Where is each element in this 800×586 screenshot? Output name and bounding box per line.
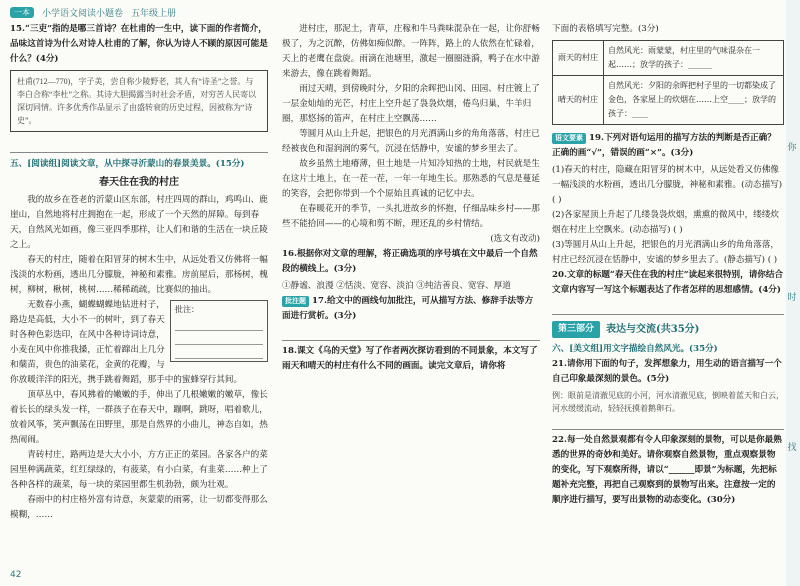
question-17 (282, 294, 540, 324)
table-row (553, 76, 784, 125)
essay-paragraph: 进村庄，那泥土，青草，庄稼和牛马粪味混杂在一起，让你舒畅极了，为之沉醉，仿佛如痴似醉。一阵阵，路上的人依然在忙碌着，天上的老鹰在盘旋。雨滴在池塘里，激起一圈圈涟漪，鸭子在水中游来游去，像在跳着舞蹈。 (282, 24, 540, 79)
source-note: (选文有改动) (490, 234, 540, 244)
series-title: 小学语文阅读小题卷 (42, 9, 124, 19)
essay-paragraph: 故乡虽然土地瘠薄，但土地是一片知冷知热的土地，村民就是生在这片土地上，在一茬一茬，一年一年地生长。那熟悉的气息是蔓延的笑容，会把你带到一个个原始且真诚的记忆中去。 (282, 159, 540, 199)
side-char: 找 (787, 443, 797, 453)
grade-label: 五年级上册 (131, 9, 177, 19)
author-bio-box (10, 70, 268, 132)
answer-line[interactable] (552, 300, 784, 315)
essay-paragraph: 雨过天晴，到傍晚时分，夕阳的余晖把山冈、田园、村庄镀上了一层金灿灿的光芒，村庄上空升起了袅袅炊烟，倦鸟归巢，牛羊归圈，那悠扬的笛声，在村庄上空飘荡…… (282, 84, 540, 124)
annotation-line[interactable] (175, 331, 263, 345)
question-19-item: (1)春天的村庄，隐藏在阳冒芽的树木中，从远处看又仿佛像一幅浅淡的水粉画，透出几分朦胧，神秘和素雅。(动态描写) ( ) (552, 165, 783, 205)
author-bio: 杜甫(712—770)，字子美，尝自称少陵野老，其人有“诗圣”之誉。与李白合称“李杜”之称。其诗大胆揭露当时社会矛盾，对穷苦人民寄以深切同情。许多优秀作品显示了由盛转衰的历史过程，因被称为“诗史”。 (17, 77, 257, 125)
table-row (553, 41, 784, 76)
brand-logo: 一本 (10, 7, 34, 18)
question-21: 21.请你用下面的句子，发挥想象力，用生动的语言描写一个自己印象最深刻的景色。(5分) (552, 359, 782, 384)
essay-paragraph-underlined: 无数春小燕，蝴蝶蝴蝶地钻进村子，路边是高低，大小不一的树叶，到了春天时各种色彩迭印，在风中各种诗词诗意，小麦在风中你推我搡，正忙着蹿出上几分和蘖苗，贵色的油菜花，金黄的花瓣，与你放暖洋洋的阳光，携手跳着舞蹈，那手中的蜜蜂穿行其间。 (10, 300, 243, 385)
column-right (552, 22, 784, 510)
answer-line[interactable] (552, 415, 784, 430)
page-number: 42 (10, 570, 22, 580)
essay-paragraph: 春天的村庄，随着在阳冒芽的树木生中，从远处看又仿佛将一幅浅淡的水粉画，透出几分朦胧，神秘和素雅。房前屋后，那杨树，槐树，柳树，楸树，桃树……稀稀疏疏，比赛似的抽出。 (10, 255, 268, 295)
essay-paragraph: 春雨中的村庄格外富有诗意，灰蒙蒙的雨雾，让一切都变得那么模糊，…… (10, 495, 268, 520)
annotation-label: 批注： (175, 305, 199, 314)
annotation-line[interactable] (175, 345, 263, 359)
question-20: 20.文章的标题“春天住在我的村庄”读起来很特别，请你结合文章内容写一写这个标题表达了作者怎样的思想感情。(4分) (552, 270, 784, 295)
question-19-item: (3)等圆月从山上升起，把银色的月光洒满山乡的角角落落，村庄已经沉浸在恬静中，安谧的梦乡里去了。(静态描写) ( ) (552, 240, 780, 265)
page-header (10, 6, 176, 19)
column-left (10, 22, 268, 523)
side-char: 你 (787, 143, 797, 153)
essay-paragraph: 青砖村庄，路两边是大大小小，方方正正的菜园。各家各户的菜园里种满蔬菜，红红绿绿的，有菠菜，有小白菜，有韭菜……种上了各种各样的蔬菜，每一块的菜园里都生机勃勃，颇为壮观。 (10, 450, 268, 490)
annotation-line[interactable] (175, 317, 263, 331)
question-19-text: 19.下列对语句运用的描写方法的判断是否正确？正确的画“√”，错误的画“×”。(3分) (552, 133, 776, 158)
question-19-item: (2)各家屋顶上升起了几缕袅袅炊烟，熏熏的微风中，缕缕炊烟在村庄上空飘来。(动态描写) ( ) (552, 210, 780, 235)
section-5-heading: 五、[阅读组]阅读文章，从中探寻沂蒙山的春景美景。(15分) (10, 159, 245, 169)
question-18: 18.课文《乌的天堂》写了作者两次探访看到的不同景象，本文写了雨天和晴天的村庄有什么不同的画面。读完文章后，请你将 (282, 346, 538, 371)
row-label: 雨天的村庄 (553, 41, 604, 76)
question-19 (552, 131, 784, 161)
example-text: 例：眼前是清澈见底的小河，河水清澈见底，倒映着蓝天和白云，河水缓缓流动，轻轻抚摸着鹅卵石。 (552, 391, 784, 413)
comparison-table (552, 40, 784, 125)
essay-title: 春天住在我的村庄 (99, 177, 179, 188)
annotation-tag: 批注题 (282, 296, 309, 307)
question-16-options: ①静谧、浪漫 ②恬淡、宽容、淡泊 ③纯洁善良、宽容、厚道 (282, 281, 511, 291)
annotation-box[interactable] (170, 300, 268, 362)
row-content[interactable]: 自然风光：夕阳的余晖把村子里的一切都染成了金色，各家屋上的炊烟在……上空____；放学的孩子：____ (604, 76, 784, 125)
part-3-banner (552, 321, 784, 338)
part-title: 表达与交流(共35分) (606, 324, 700, 335)
answer-line[interactable] (10, 138, 268, 153)
section-6-heading: 六、[美文组]用文字描绘自然风光。(35分) (552, 344, 718, 354)
row-label: 晴天的村庄 (553, 76, 604, 125)
essay-paragraph: 顶草丛中，春风拂着的嫩嫩的手，伸出了几根嫩嫩的嫩草，像长着长长的绿头发一样，一群孩子在春天中，蹦啊，跳呀，唱着歌儿，放着风筝，笑声飘荡在田野里，那是自然界的小曲儿，神态自如，热热闹闹。 (10, 390, 268, 445)
row-content[interactable]: 自然风光：雨蒙蒙，村庄里的气味混杂在一起……；放学的孩子：______ (604, 41, 784, 76)
essay-paragraph: 在春暖花开的季节，一头扎进故乡的怀抱，仔细品味乡村——那些不能拾回——的心境和剪不断，理还乱的乡村情结。 (282, 204, 540, 229)
essay-paragraph: 我的故乡在苍老的沂蒙山区东部，村庄四周的群山，鸡鸣山、鹿崖山，自然地将村庄拥抱在一起，形成了一个天然的屏障。每到春天，自然风光如画，像三亚四季那样，让人们和谐的生活在一块丘陵之上。 (10, 195, 268, 250)
element-tag: 语文要素 (552, 133, 586, 144)
answer-line[interactable] (282, 326, 540, 341)
essay-paragraph: 等圆月从山上升起，把银色的月光洒满山乡的角角落落，村庄已经被夜色和湿润润的雾气，沉浸在恬静中，安谧的梦乡里去了。 (282, 129, 540, 154)
column-middle (282, 22, 540, 376)
part-chip: 第三部分 (552, 321, 600, 338)
question-22: 22.每一处自然景观都有令人印象深刻的景物，可以是你最熟悉的世界的奇妙和美好。请你观察自然景物，重点观察景物的变化，写下观察所得，请以“______即景”为标题，先把标题补充完整，再把自己观察到的景物写出来。注意按一定的顺序进行描写，要写出景物的动态变化。(30分) (552, 435, 782, 505)
question-16: 16.根据你对文章的理解，将正确选项的序号填在文中最后一个自然段的横线上。(3分) (282, 249, 538, 274)
side-char: 时 (787, 293, 797, 303)
question-17-text: 17.给文中的画线句加批注，可从描写方法、修辞手法等方面进行赏析。(3分) (282, 296, 534, 321)
table-intro: 下面的表格填写完整。(3分) (552, 24, 659, 34)
question-15: 15.“三吏”指的是哪三首诗？在杜甫的一生中，读下面的作者简介，品味这首诗为什么对诗人杜甫的了解，你认为诗人不顾的原因可能是什么？(4分) (10, 24, 268, 64)
